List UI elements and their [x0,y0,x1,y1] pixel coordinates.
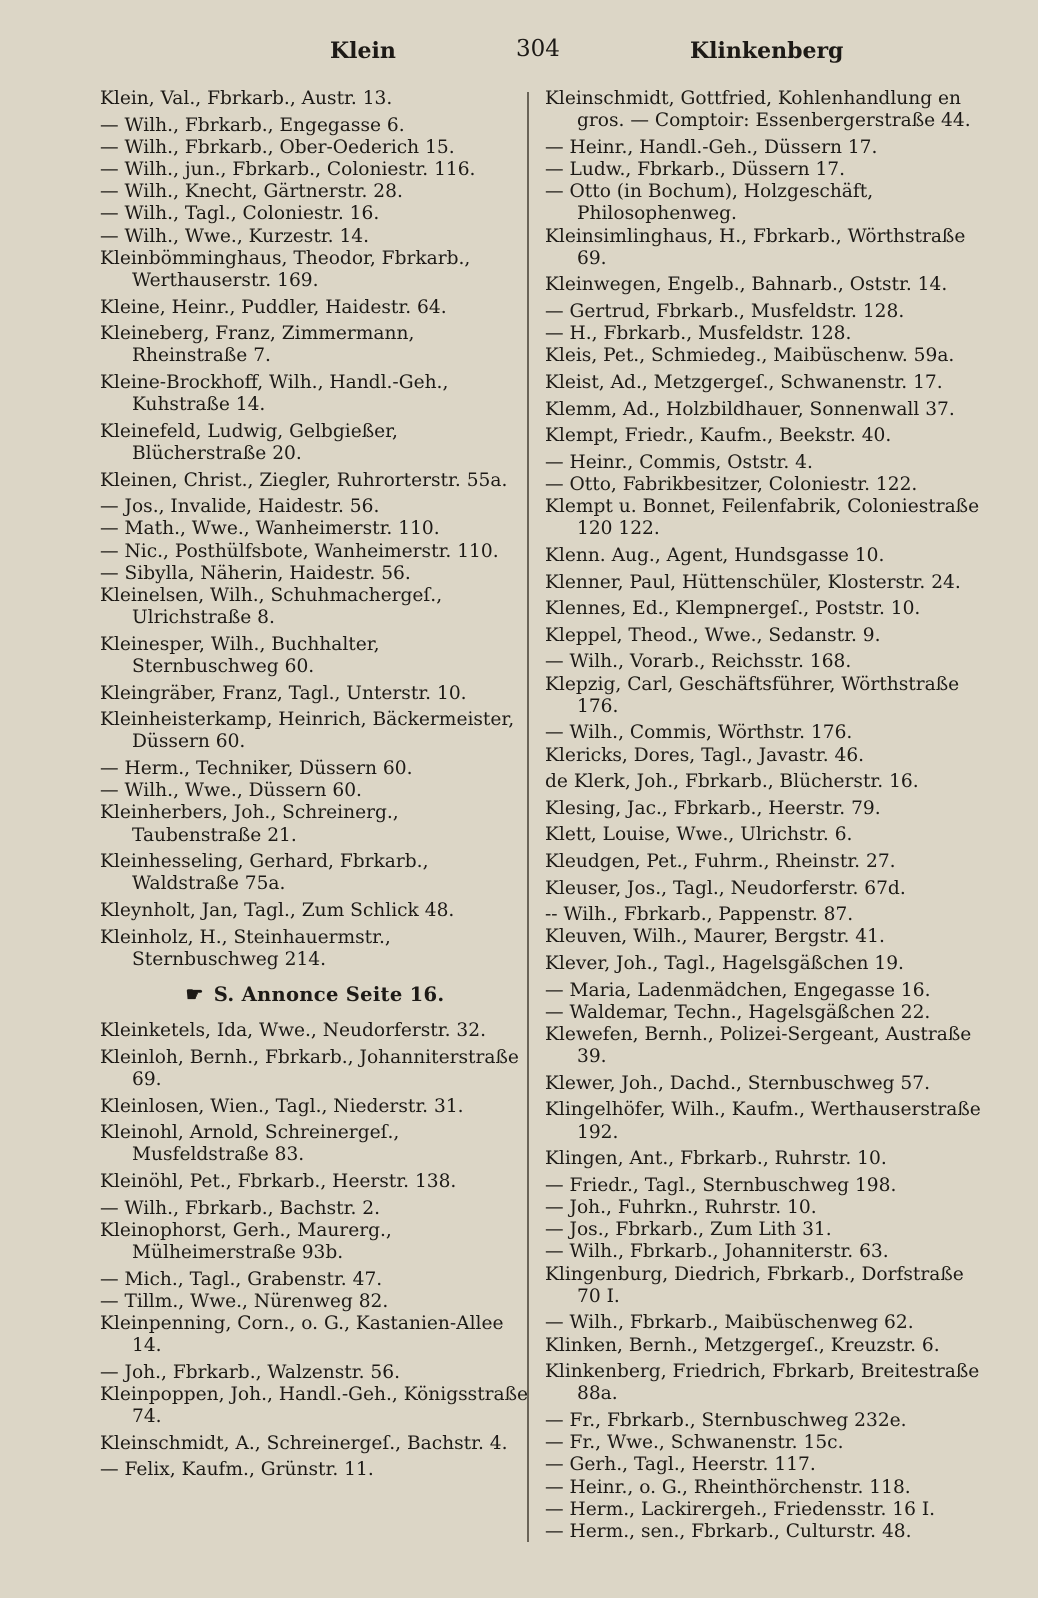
directory-entry: Kleudgen, Pet., Fuhrm., Rheinstr. 27. [545,850,896,872]
directory-entry: — Nic., Posthülfsbote, Wanheimerstr. 110. [100,540,499,562]
directory-entry: Klein, Val., Fbrkarb., Austr. 13. [100,88,393,109]
directory-entry: -- Wilh., Fbrkarb., Pappenstr. 87. [545,904,854,926]
directory-entry: — Heinr., o. G., Rheinthörchenstr. 118. [545,1476,911,1498]
directory-entry: — Wilh., Fbrkarb., Maibüschenweg 62. [545,1312,914,1334]
directory-entry: — Wilh., Fbrkarb., Johanniterstr. 63. [545,1241,889,1263]
directory-entry: Kleinketels, Ida, Wwe., Neudorferstr. 32. [100,1020,486,1042]
directory-entry: Klepzig, Carl, Geschäftsführer, Wörthstraße 176. [545,673,960,717]
notice-text: S. Annonce Seite 16. [213,982,445,1006]
directory-entry: Klingen, Ant., Fbrkarb., Ruhrstr. 10. [545,1148,887,1170]
directory-entry: — Fr., Wwe., Schwanenstr. 15c. [545,1432,844,1454]
directory-entry: — H., Fbrkarb., Musfeldstr. 128. [545,323,852,345]
directory-entry: Klinken, Bernh., Metzgergeſ., Kreuzstr. 6. [545,1334,940,1356]
directory-entry: Klinkenberg, Friedrich, Fbrkarb, Breitestraße 88a. [545,1361,980,1405]
page-header [0,30,1038,70]
directory-entry: Kleineberg, Franz, Zimmermann, Rheinstraße 7. [100,323,415,367]
directory-entry: Klewefen, Bernh., Polizei-Sergeant, Austraße 39. [545,1023,972,1068]
directory-entry: Kleinwegen, Engelb., Bahnarb., Oststr. 14. [545,274,948,296]
directory-entry: — Herm., Techniker, Düssern 60. [100,757,413,779]
directory-entry: Klempt, Friedr., Kaufm., Beekstr. 40. [545,425,892,447]
directory-entry: Klingenburg, Diedrich, Fbrkarb., Dorfstraße 70 I. [545,1263,964,1307]
directory-entry: Kleine, Heinr., Puddler, Haidestr. 64. [100,296,447,318]
directory-entry: — Wilh., Commis, Wörthstr. 176. [545,722,853,744]
directory-entry: Kleuven, Wilh., Maurer, Bergstr. 41. [545,926,885,948]
directory-entry: Kleinsimlinghaus, H., Fbrkarb., Wörthstraße 69. [545,225,966,269]
directory-entry: Kleinophorst, Gerh., Maurerg., Mülheimerstraße 93b. [100,1219,392,1263]
directory-entry: Kleinlosen, Wien., Tagl., Niederstr. 31. [100,1095,464,1117]
directory-entry: Kleinesper, Wilh., Buchhalter, Sternbuschweg 60. [100,633,380,677]
right-entries [545,88,985,1543]
directory-entry: — Herm., sen., Fbrkarb., Culturstr. 48. [545,1520,912,1542]
directory-entry: — Wilh., jun., Fbrkarb., Coloniestr. 116. [100,159,476,180]
directory-entry: Klever, Joh., Tagl., Hagelsgäßchen 19. [545,952,904,974]
directory-entry: — Otto, Fabrikbesitzer, Coloniestr. 122. [545,473,918,495]
directory-entry: — Wilh., Wwe., Kurzestr. 14. [100,225,370,247]
directory-entry: Klenn. Aug., Agent, Hundsgasse 10. [545,544,885,566]
directory-entry: — Wilh., Fbrkarb., Bachstr. 2. [100,1197,381,1219]
directory-entry: Kleingräber, Franz, Tagl., Unterstr. 10. [100,682,467,704]
directory-entry: Kleinpoppen, Joh., Handl.-Geh., Königsstraße 74. [100,1383,529,1428]
directory-entry: Kleinherbers, Joh., Schreinerg., Taubenstraße 21. [100,802,399,846]
directory-entry: Kleinbömminghaus, Theodor, Fbrkarb., Werthauserstr. 169. [100,247,471,292]
left-entries-after [100,1020,530,1481]
page-number: 304 [516,36,560,62]
directory-entry: Klett, Louise, Wwe., Ulrichstr. 6. [545,824,853,846]
directory-entry: Kleynholt, Jan, Tagl., Zum Schlick 48. [100,899,455,921]
directory-entry: — Wilh., Wwe., Düssern 60. [100,780,362,802]
directory-entry: — Friedr., Tagl., Sternbuschweg 198. [545,1174,897,1196]
directory-entry: Klenner, Paul, Hüttenschüler, Klosterstr. 24. [545,571,961,593]
directory-entry: Kleis, Pet., Schmiedeg., Maibüschenw. 59a. [545,345,955,367]
directory-entry: Kleinelsen, Wilh., Schuhmachergeſ., Ulrichstraße 8. [100,585,443,629]
directory-entry: — Wilh., Knecht, Gärtnerstr. 28. [100,181,403,203]
directory-entry: Kleinpenning, Corn., o. G., Kastanien-Allee 14. [100,1312,504,1357]
directory-entry: Klempt u. Bonnet, Feilenfabrik, Coloniestraße 120 122. [545,496,980,540]
directory-entry: — Sibylla, Näherin, Haidestr. 56. [100,562,411,584]
directory-entry: — Wilh., Tagl., Coloniestr. 16. [100,203,380,225]
directory-entry: Kleinloh, Bernh., Fbrkarb., Johanniterstraße 69. [100,1046,519,1090]
right-column [545,88,985,1543]
directory-entry: — Maria, Ladenmädchen, Engegasse 16. [545,979,931,1001]
directory-entry: — Wilh., Vorarb., Reichsstr. 168. [545,651,852,673]
directory-entry: Klennes, Ed., Klempnergeſ., Poststr. 10. [545,598,921,620]
directory-entry: Kleppel, Theod., Wwe., Sedanstr. 9. [545,624,881,646]
annonce-notice [100,983,530,1006]
directory-entry: Klingelhöfer, Wilh., Kaufm., Werthauserstraße 192. [545,1099,981,1143]
directory-entry: Klemm, Ad., Holzbildhauer, Sonnenwall 37. [545,398,955,420]
directory-entry: Kleinhesseling, Gerhard, Fbrkarb., Waldstraße 75a. [100,851,429,895]
directory-entry: — Jos., Invalide, Haidestr. 56. [100,496,380,518]
directory-entry: Klesing, Jac., Fbrkarb., Heerstr. 79. [545,797,881,819]
directory-entry: Kleinschmidt, A., Schreinergeſ., Bachstr. 4. [100,1432,508,1454]
directory-entry: — Waldemar, Techn., Hagelsgäßchen 22. [545,1001,931,1023]
directory-entry: — Jos., Fbrkarb., Zum Lith 31. [545,1219,832,1241]
directory-entry: Klericks, Dores, Tagl., Javastr. 46. [545,744,865,766]
directory-entry: — Gertrud, Fbrkarb., Musfeldstr. 128. [545,301,905,322]
directory-entry: Kleinen, Christ., Ziegler, Ruhrorterstr. 55a. [100,469,508,491]
directory-entry: Kleinschmidt, Gottfried, Kohlenhandlung en gros. — Comptoir: Essenbergerstraße 44. [545,88,971,132]
directory-entry: — Wilh., Fbrkarb., Ober-Oederich 15. [100,136,455,158]
directory-entry: Kleinohl, Arnold, Schreinergeſ., Musfeldstraße 83. [100,1122,400,1166]
directory-entry: Kleine-Brockhoff, Wilh., Handl.-Geh., Kuhstraße 14. [100,372,449,416]
directory-entry: — Heinr., Commis, Oststr. 4. [545,451,813,473]
directory-entry: de Klerk, Joh., Fbrkarb., Blücherstr. 16. [545,771,919,793]
left-entries [100,88,530,971]
directory-entry: Klewer, Joh., Dachd., Sternbuschweg 57. [545,1072,930,1094]
directory-entry: — Joh., Fuhrkn., Ruhrstr. 10. [545,1196,817,1218]
directory-entry: — Fr., Fbrkarb., Sternbuschweg 232e. [545,1409,907,1431]
directory-entry: Kleinheisterkamp, Heinrich, Bäckermeister, Düssern 60. [100,709,515,753]
directory-entry: Kleuser, Jos., Tagl., Neudorferstr. 67d. [545,877,906,899]
left-column [100,88,530,1482]
directory-entry: — Ludw., Fbrkarb., Düssern 17. [545,159,846,180]
directory-entry: Kleinefeld, Ludwig, Gelbgießer, Blücherstraße 20. [100,420,398,464]
directory-entry: — Mich., Tagl., Grabenstr. 47. [100,1268,383,1290]
directory-entry: Kleinholz, H., Steinhauermstr., Sternbuschweg 214. [100,926,391,970]
directory-entry: — Wilh., Fbrkarb., Engegasse 6. [100,114,405,136]
directory-entry: Kleinöhl, Pet., Fbrkarb., Heerstr. 138. [100,1170,457,1192]
header-left-keyword: Klein [330,38,396,64]
directory-entry: — Herm., Lackirergeh., Friedensstr. 16 I. [545,1498,936,1520]
directory-entry: — Felix, Kaufm., Grünstr. 11. [100,1459,374,1481]
directory-entry: Kleist, Ad., Metzgergeſ., Schwanenstr. 17. [545,372,943,393]
directory-entry: — Gerh., Tagl., Heerstr. 117. [545,1454,816,1476]
directory-entry: — Heinr., Handl.-Geh., Düssern 17. [545,136,878,158]
directory-entry: — Otto (in Bochum), Holzgeschäft, Philosophenweg. [545,181,874,225]
pointing-hand-icon: ☛ [185,981,204,1006]
header-right-keyword: Klinkenberg [690,38,844,64]
directory-entry: — Joh., Fbrkarb., Walzenstr. 56. [100,1361,400,1383]
directory-entry: — Tillm., Wwe., Nürenweg 82. [100,1290,389,1312]
directory-entry: — Math., Wwe., Wanheimerstr. 110. [100,518,440,540]
